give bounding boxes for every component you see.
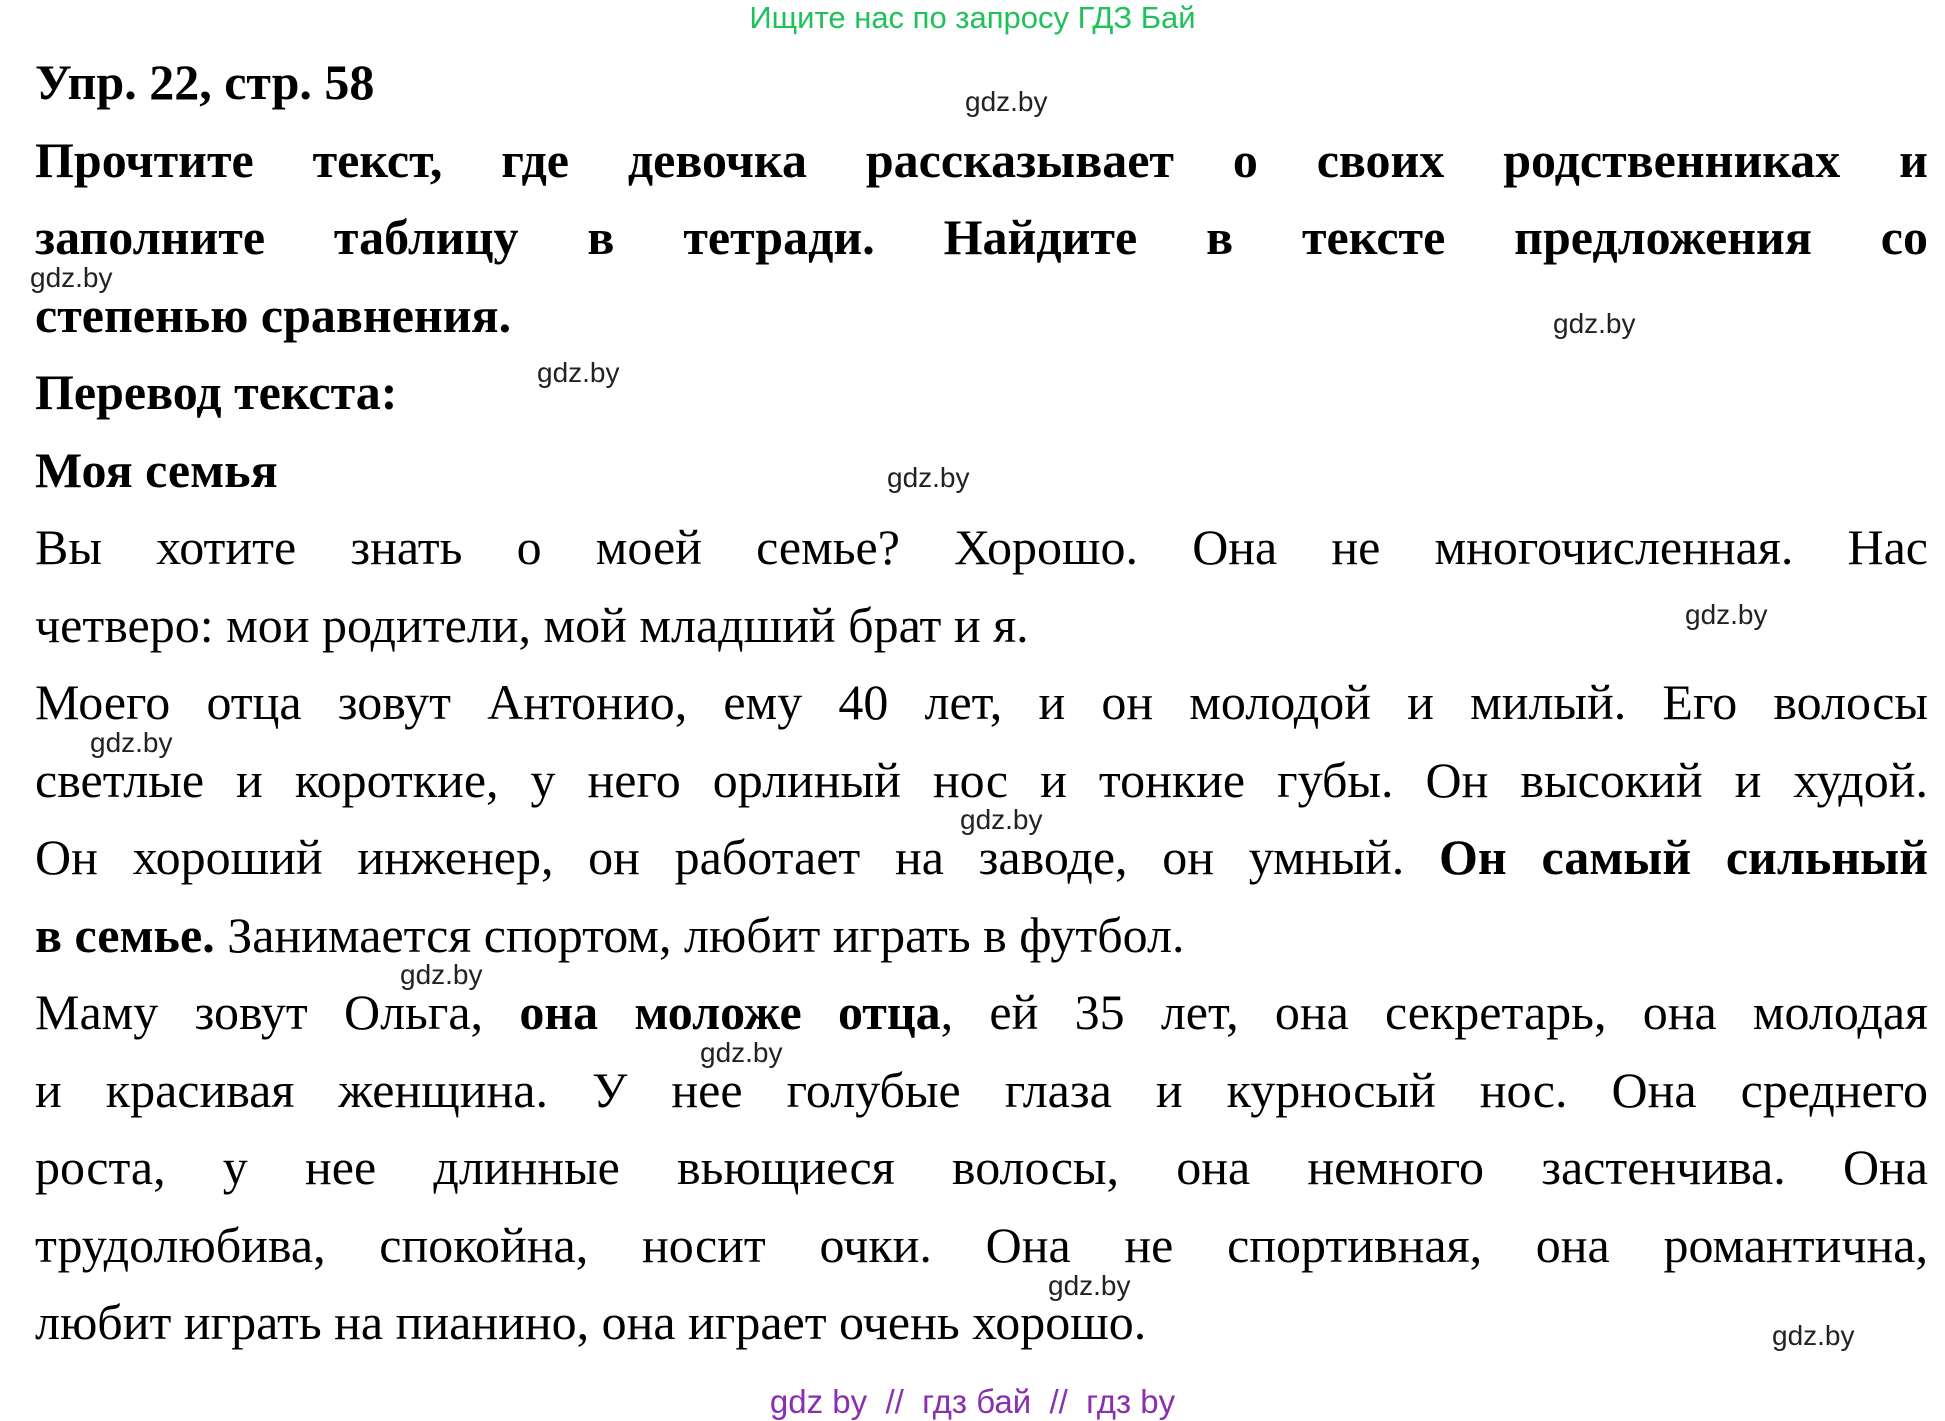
watermark: gdz.by: [1685, 599, 1768, 630]
watermark: gdz.by: [90, 727, 173, 758]
document-body: [35, 44, 1928, 1362]
watermark: gdz.by: [960, 804, 1043, 835]
paragraph-3-line-4: трудолюбива, спокойна, носит очки. Она не спортивная, она романтична,: [35, 1216, 1928, 1273]
paragraph-2-line-4: [35, 897, 1928, 975]
watermark: gdz.by: [537, 357, 620, 388]
top-banner: Ищите нас по запросу ГДЗ Бай: [749, 0, 1196, 35]
watermark: gdz.by: [1772, 1320, 1855, 1351]
paragraph-1-line-1: Вы хотите знать о моей семье? Хорошо. Она не многочисленная. Нас: [35, 519, 1928, 575]
translation-label: Перевод текста:: [35, 364, 398, 420]
watermark: gdz.by: [887, 462, 970, 493]
paragraph-3-line-1-start: Маму зовут Ольга,: [35, 984, 484, 1040]
exercise-heading: Упр. 22, стр. 58: [35, 54, 375, 110]
paragraph-3-line-5: любит играть на пианино, она играет очень хорошо.: [35, 1294, 1147, 1350]
paragraph-1-line-2: четверо: мои родители, мой младший брат и я.: [35, 596, 1029, 653]
watermark: gdz.by: [30, 262, 113, 293]
paragraph-3-line-3: роста, у нее длинные вьющиеся волосы, она немного застенчива. Она: [35, 1139, 1928, 1195]
comparison-superlative-end: в семье.: [35, 906, 215, 963]
footer-watermark: gdz by // гдз бай // гдз by: [769, 1383, 1176, 1420]
paragraph-2-line-4-text: Занимается спортом, любит играть в футбол.: [227, 906, 1185, 963]
paragraph-2-line-3-text: Он хороший инженер, он работает на заводе, он умный.: [35, 829, 1405, 885]
watermark: gdz.by: [965, 86, 1048, 117]
task-line-2: заполните таблицу в тетради. Найдите в тексте предложения со: [35, 209, 1928, 265]
paragraph-3-line-1: [35, 974, 1928, 1052]
comparison-comparative: она моложе отца: [519, 984, 941, 1040]
paragraph-3-line-1-end: , ей 35 лет, она секретарь, она молодая: [940, 984, 1929, 1040]
watermark: gdz.by: [1553, 308, 1636, 339]
task-line-3: степенью сравнения.: [35, 286, 512, 343]
comparison-superlative: Он самый сильный: [1439, 829, 1929, 885]
watermark: gdz.by: [1048, 1270, 1131, 1301]
paragraph-2-line-1: Моего отца зовут Антонио, ему 40 лет, и он молодой и милый. Его волосы: [35, 674, 1928, 730]
watermark: gdz.by: [700, 1037, 783, 1068]
task-line-1: Прочтите текст, где девочка рассказывает о своих родственниках и: [35, 131, 1928, 188]
paragraph-3-line-2: и красивая женщина. У нее голубые глаза и курносый нос. Она среднего: [35, 1061, 1928, 1118]
text-title: Моя семья: [35, 441, 278, 498]
paragraph-2-line-2: светлые и короткие, у него орлиный нос и тонкие губы. Он высокий и худой.: [35, 751, 1928, 808]
watermark: gdz.by: [400, 959, 483, 990]
